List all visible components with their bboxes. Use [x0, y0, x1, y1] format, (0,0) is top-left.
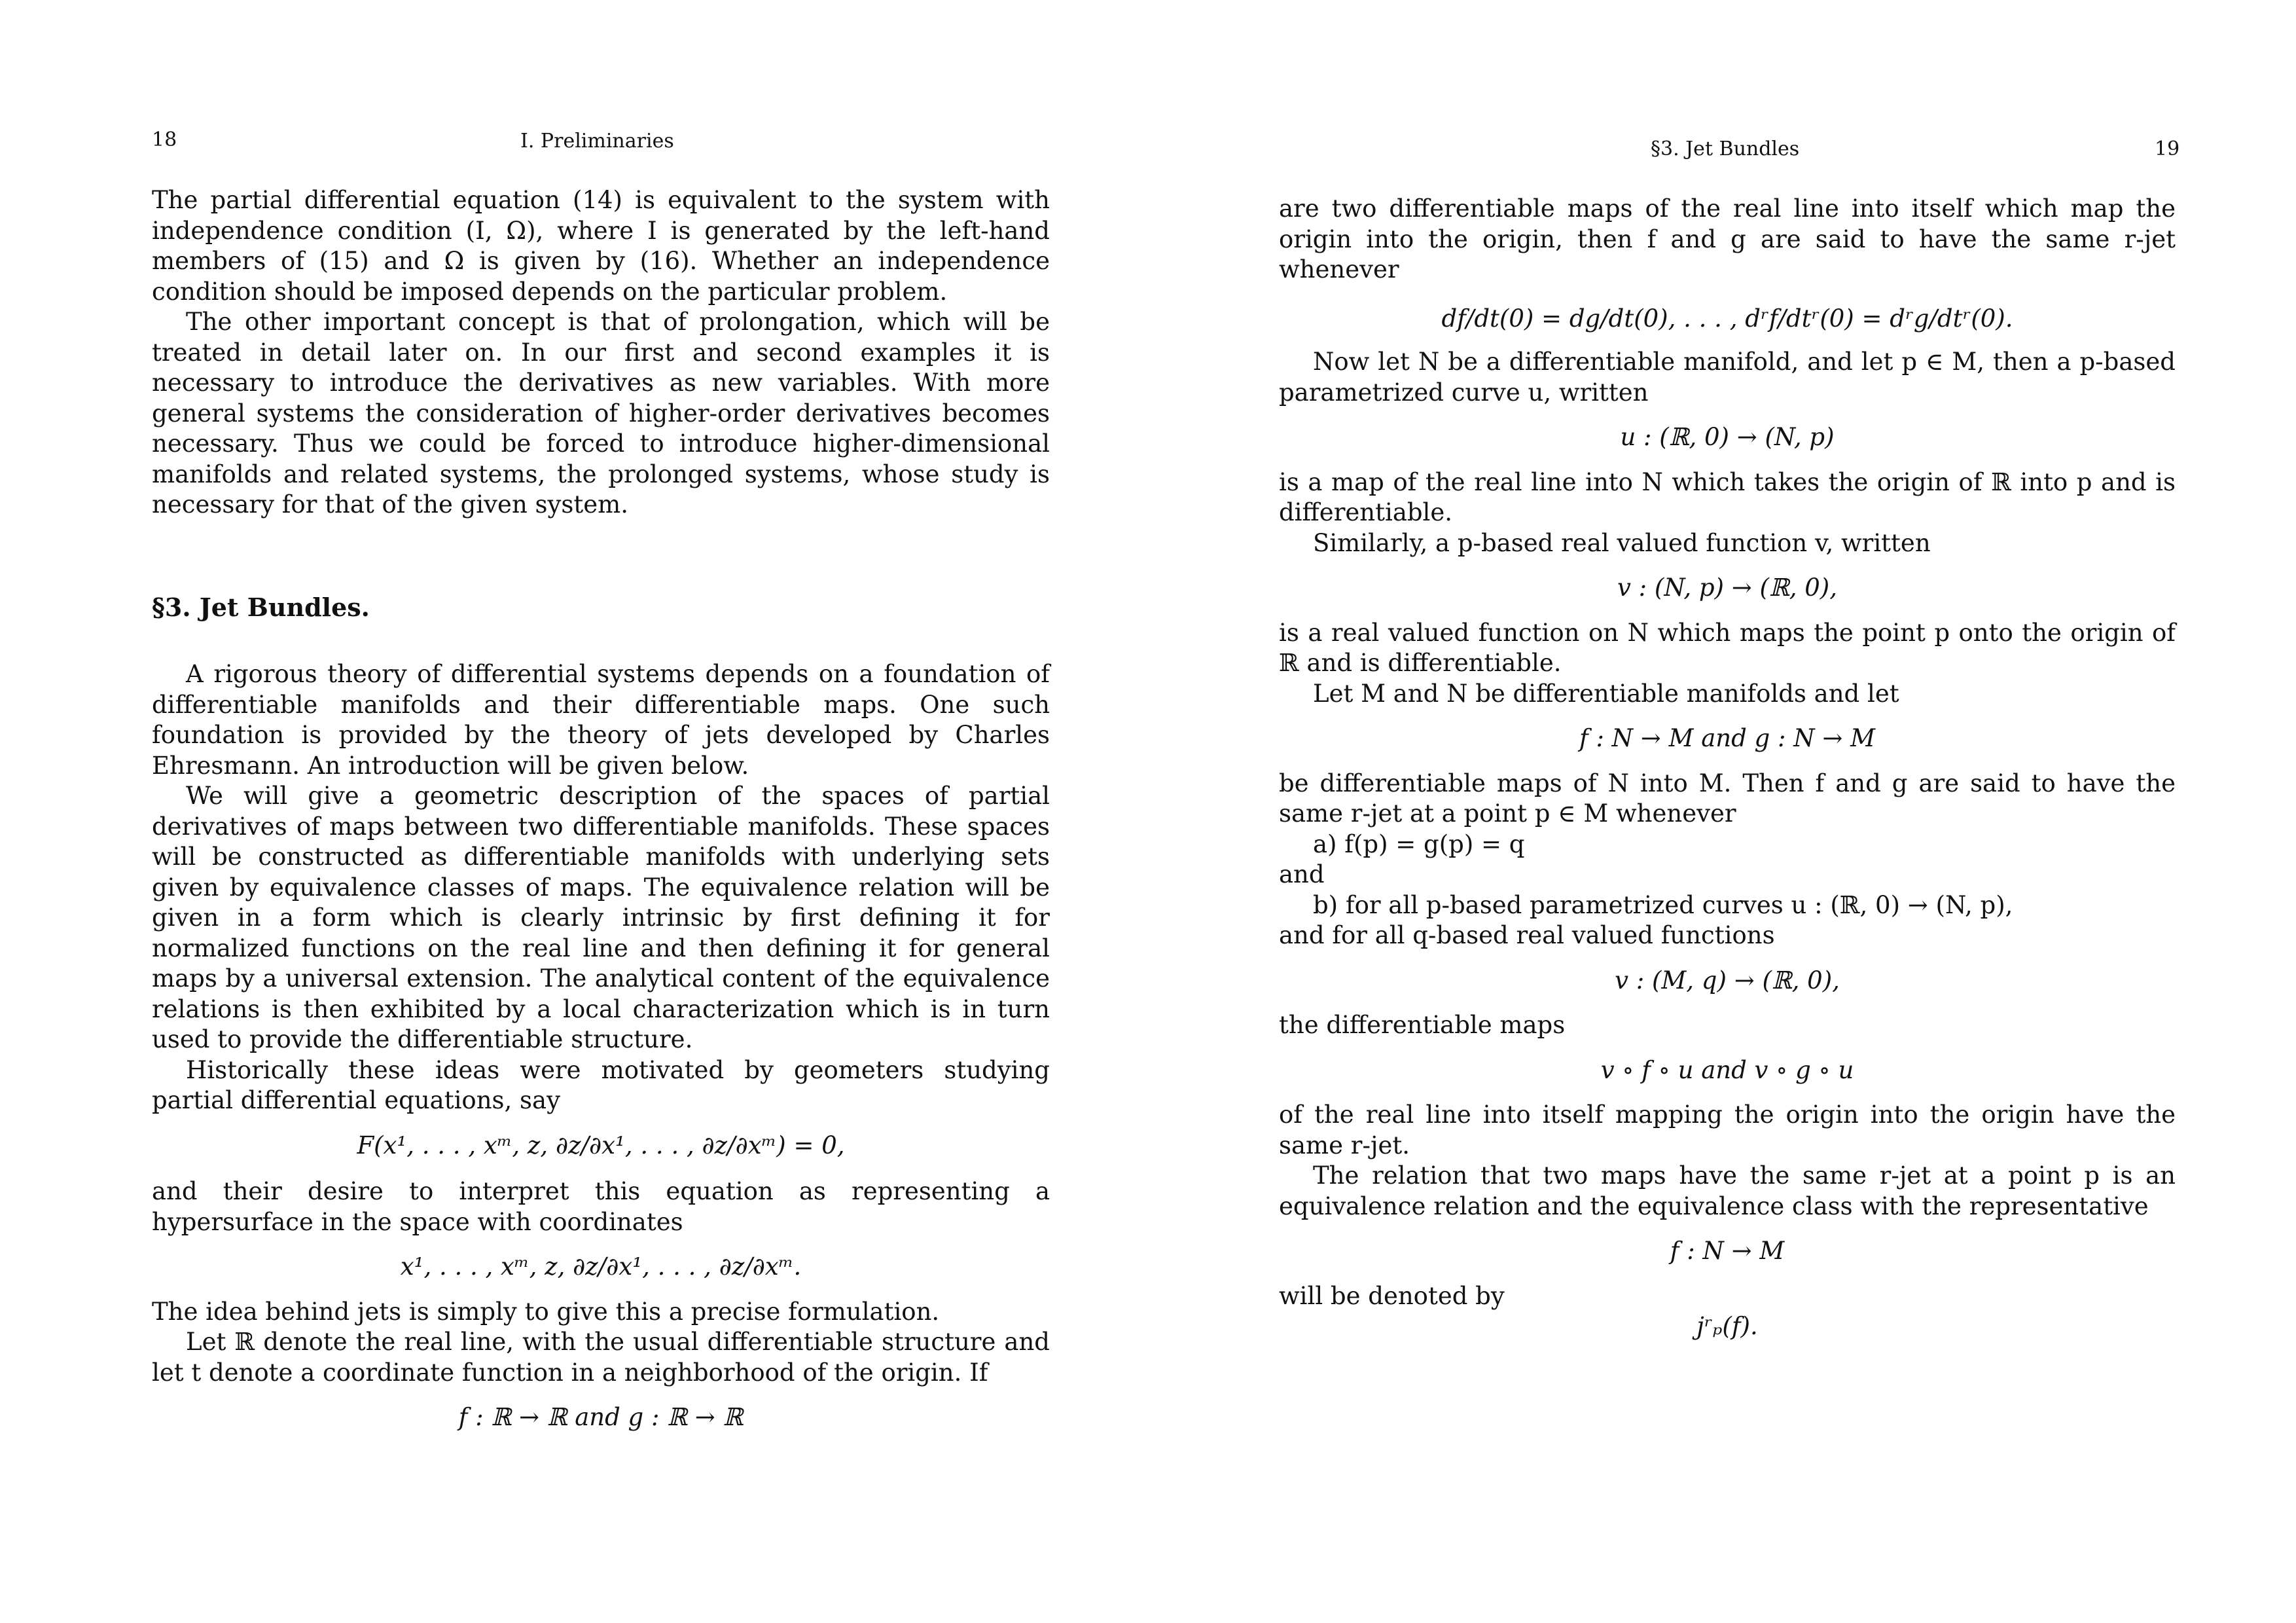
right-para-12: will be denoted by [1279, 1281, 1505, 1310]
right-para-10: of the real line into itself mapping the origin into the origin have the same r-jet. [1279, 1101, 2176, 1159]
right-para-6: Let M and N be differentiable manifolds and let [1313, 679, 1899, 708]
right-equation-3: v : (N, p) → (ℝ, 0), [1617, 574, 1837, 602]
right-equation-4: f : N → M and g : N → M [1579, 724, 1876, 752]
right-equation-8: jʳₚ(f). [1696, 1312, 1758, 1340]
left-running-head: I. Preliminaries [520, 130, 674, 153]
left-equation-3: f : ℝ → ℝ and g : ℝ → ℝ [458, 1403, 744, 1431]
right-equation-7: f : N → M [1670, 1237, 1785, 1265]
right-condition-a: a) f(p) = g(p) = q [1313, 830, 1525, 858]
right-para-11: The relation that two maps have the same r-jet at a point p is an equivalence relation and the equivalence class with the representative [1279, 1161, 2176, 1220]
left-para-8: Let ℝ denote the real line, with the usual differentiable structure and let t denote a coordinate function in a neighborhood of the origin. If [152, 1328, 1050, 1387]
right-para-8: and for all q-based real valued functions [1279, 921, 1775, 949]
right-condition-b: b) for all p-based parametrized curves u : (ℝ, 0) → (N, p), [1313, 890, 2013, 919]
right-page [1148, 0, 2296, 1623]
left-para-4: We will give a geometric description of the spaces of partial derivatives of maps between two differentiable manifolds. These spaces will be constructed as differentiable manifolds with underlying sets given by equivalence classes of maps. The equivalence relation will be given in a form which is clearly intrinsic by first defining it for normalized functions on the real line and then defining it for general maps by a universal extension. The analytical content of the equivalence relations is then exhibited by a local characterization which is in turn used to provide the differentiable structure. [152, 782, 1050, 1053]
left-para-3: A rigorous theory of differential systems depends on a foundation of differentiable manifolds and their differentiable maps. One such foundation is provided by the theory of jets developed by Charles Ehresmann. An introduction will be given below. [152, 660, 1050, 780]
right-para-1: are two differentiable maps of the real line into itself which map the origin into the origin, then f and g are said to have the same r-jet whenever [1279, 194, 2176, 283]
left-para-6: and their desire to interpret this equation as representing a hypersurface in the space with coordinates [152, 1177, 1050, 1236]
left-body [152, 185, 1050, 1433]
right-para-5: is a real valued function on N which maps the point p onto the origin of ℝ and is differentiable. [1279, 618, 2176, 677]
left-para-5: Historically these ideas were motivated by geometers studying partial differential equations, say [152, 1055, 1050, 1114]
left-page-number: 18 [152, 128, 177, 151]
right-equation-2: u : (ℝ, 0) → (N, p) [1620, 423, 1835, 451]
right-para-7: be differentiable maps of N into M. Then f and g are said to have the same r-jet at a point p ∈ M whenever [1279, 769, 2176, 828]
left-equation-1: F(x¹, . . . , xᵐ, z, ∂z/∂x¹, . . . , ∂z/∂xᵐ) = 0, [357, 1131, 845, 1159]
left-equation-2: x¹, . . . , xᵐ, z, ∂z/∂x¹, . . . , ∂z/∂xᵐ. [400, 1252, 802, 1281]
right-body [1279, 194, 2176, 1342]
right-running-head: §3. Jet Bundles [1651, 137, 1800, 160]
right-equation-5: v : (M, q) → (ℝ, 0), [1615, 966, 1840, 994]
right-equation-6: v ∘ f ∘ u and v ∘ g ∘ u [1600, 1055, 1854, 1084]
right-para-3: is a map of the real line into N which takes the origin of ℝ into p and is differentiable. [1279, 467, 2176, 526]
right-para-4: Similarly, a p-based real valued function v, written [1313, 528, 1931, 557]
right-para-9: the differentiable maps [1279, 1011, 1566, 1039]
left-para-1: The partial differential equation (14) is equivalent to the system with independence condition (I, Ω), where I is generated by the left-hand members of (15) and Ω is given by (16). Whether an independence condition should be imposed depends on the particular problem. [152, 186, 1050, 306]
right-page-number: 19 [2155, 137, 2180, 160]
left-para-2: The other important concept is that of prolongation, which will be treated in detail later on. In our first and second examples it is necessary to introduce the derivatives as new variables. With more general systems the consideration of higher-order derivatives becomes necessary. Thus we could be forced to introduce higher-dimensional manifolds and related systems, the prolonged systems, whose study is necessary for that of the given system. [152, 308, 1050, 519]
right-para-2: Now let N be a differentiable manifold, and let p ∈ M, then a p-based parametrized curve u, written [1279, 348, 2176, 407]
section-heading: §3. Jet Bundles. [152, 592, 370, 622]
right-and: and [1279, 860, 1325, 888]
right-equation-1: df/dt(0) = dg/dt(0), . . . , dʳf/dtʳ(0) = dʳg/dtʳ(0). [1441, 304, 2013, 333]
left-para-7: The idea behind jets is simply to give this a precise formulation. [152, 1297, 940, 1326]
